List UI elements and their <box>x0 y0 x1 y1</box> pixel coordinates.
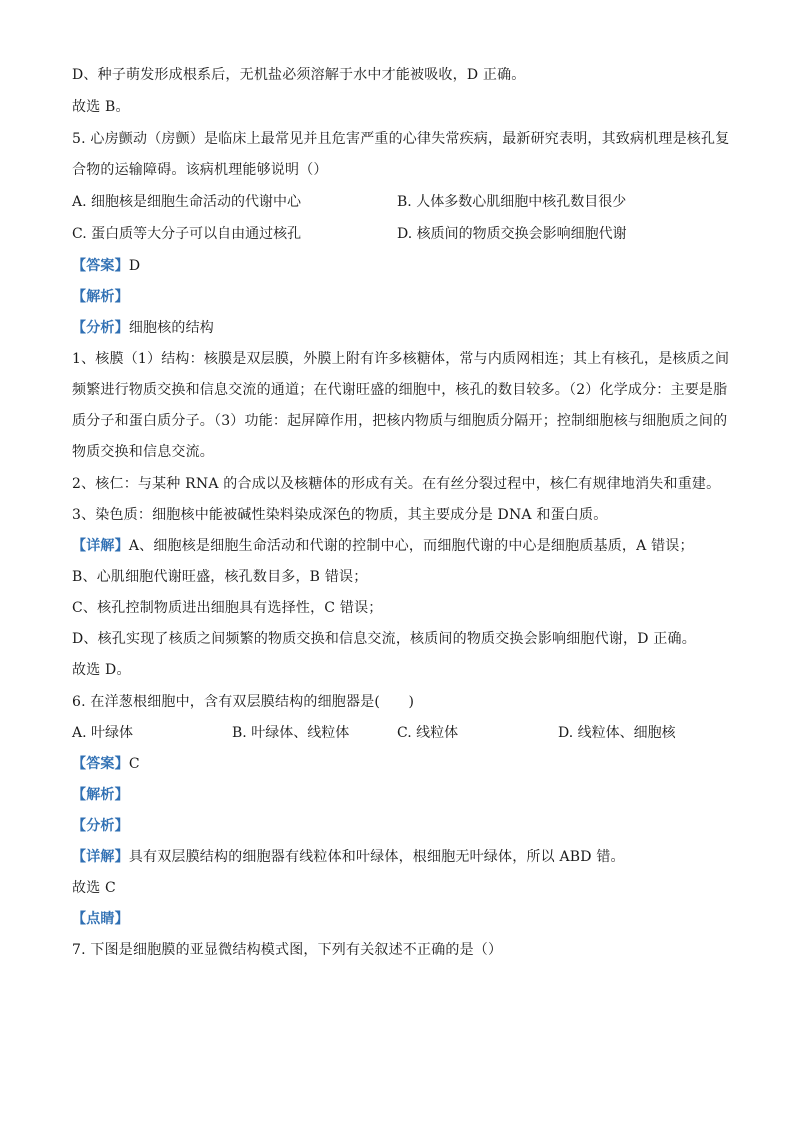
option-b: B. 人体多数心肌细胞中核孔数目很少 <box>397 194 627 210</box>
answer-value: D <box>128 258 141 274</box>
option-d: D. 线粒体、细胞核 <box>558 725 676 741</box>
analysis-heading <box>72 288 732 306</box>
fenxi-line <box>72 319 732 337</box>
text-line: 1、核膜（1）结构：核膜是双层膜，外膜上附有许多核糖体，常与内质网相连；其上有核孔，是核质之间 <box>72 351 730 367</box>
text-line: D、种子萌发形成根系后，无机盐必须溶解于水中才能被吸收，D 正确。 <box>72 67 526 83</box>
answer-tag: 【答案】 <box>72 258 129 274</box>
option-b: B. 叶绿体、线粒体 <box>232 725 350 741</box>
text-line: C、核孔控制物质进出细胞具有选择性，C 错误； <box>72 600 383 616</box>
question-5-stem: 5. 心房颤动（房颤）是临床上最常见并且危害严重的心律失常疾病，最新研究表明，其致病机理是核孔复 <box>72 131 730 147</box>
dianjing-line <box>72 910 732 928</box>
answer-tag: 【答案】 <box>72 756 129 772</box>
option-c: C. 蛋白质等大分子可以自由通过核孔 <box>72 226 302 242</box>
analysis-heading <box>72 786 732 804</box>
text-line: 故选 D。 <box>72 662 131 678</box>
fenxi-line <box>72 817 732 835</box>
text-line: 物质交换和信息交流。 <box>72 444 214 460</box>
detail-tag: 【详解】 <box>72 538 129 554</box>
option-c: C. 线粒体 <box>397 725 459 741</box>
option-d: D. 核质间的物质交换会影响细胞代谢 <box>397 226 627 242</box>
analysis-tag: 【解析】 <box>72 289 129 305</box>
detail-line <box>72 537 732 555</box>
detail-text: 具有双层膜结构的细胞器有线粒体和叶绿体，根细胞无叶绿体，所以 ABD 错。 <box>128 849 625 865</box>
answer-line <box>72 755 732 773</box>
text-line: 2、核仁：与某种 RNA 的合成以及核糖体的形成有关。在有丝分裂过程中，核仁有规律地消失和重建。 <box>72 476 721 492</box>
question-7-stem: 7. 下图是细胞膜的亚显微结构模式图，下列有关叙述不正确的是（） <box>72 942 503 958</box>
option-a: A. 细胞核是细胞生命活动的代谢中心 <box>72 194 302 210</box>
text-line: 故选 C <box>72 880 116 896</box>
text-line: 频繁进行物质交换和信息交流的通道；在代谢旺盛的细胞中，核孔的数目较多。（2）化学成分：主要是脂 <box>72 382 728 398</box>
text-line: D、核孔实现了核质之间频繁的物质交换和信息交流，核质间的物质交换会影响细胞代谢，D 正确。 <box>72 631 696 647</box>
question-6-stem: 6. 在洋葱根细胞中，含有双层膜结构的细胞器是( ) <box>72 694 415 710</box>
detail-tag: 【详解】 <box>72 849 129 865</box>
text-line: B、心肌细胞代谢旺盛，核孔数目多，B 错误； <box>72 569 368 585</box>
text-line: 3、染色质：细胞核中能被碱性染料染成深色的物质，其主要成分是 DNA 和蛋白质。 <box>72 507 608 523</box>
analysis-tag: 【解析】 <box>72 787 129 803</box>
text-line: 故选 B。 <box>72 99 130 115</box>
answer-line <box>72 257 732 275</box>
answer-value: C <box>128 756 140 772</box>
detail-text: A、细胞核是细胞生命活动和代谢的控制中心，而细胞代谢的中心是细胞质基质，A 错误； <box>128 538 694 554</box>
fenxi-tag: 【分析】 <box>72 818 129 834</box>
fenxi-tag: 【分析】 <box>72 320 129 336</box>
text-line: 质分子和蛋白质分子。（3）功能：起屏障作用，把核内物质与细胞质分隔开；控制细胞核与细胞质之间的 <box>72 413 728 429</box>
fenxi-text: 细胞核的结构 <box>128 320 215 336</box>
detail-line <box>72 848 732 866</box>
option-a: A. 叶绿体 <box>72 725 134 741</box>
dianjing-tag: 【点睛】 <box>72 911 129 927</box>
question-5-stem: 合物的运输障碍。该病机理能够说明（） <box>72 162 328 178</box>
